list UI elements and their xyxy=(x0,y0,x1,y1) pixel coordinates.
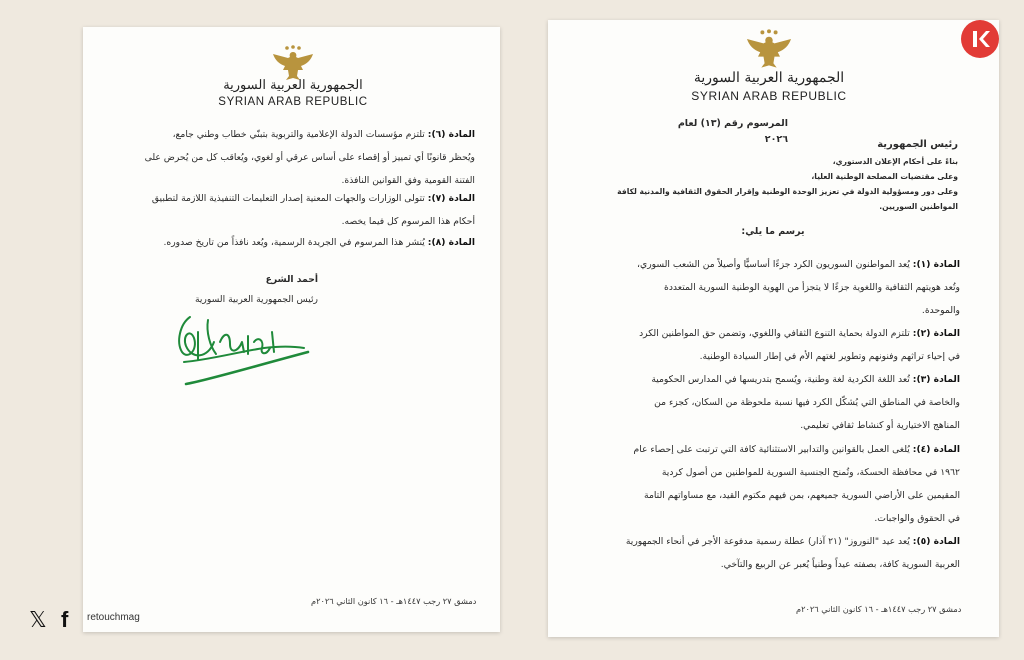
article-6 xyxy=(105,123,475,192)
decree-title: المرسوم رقم (١٣) لعام ٢٠٢٦ xyxy=(677,118,788,145)
article-label: المادة (٥): xyxy=(912,536,960,547)
article-text: في الحقوق والواجبات. xyxy=(874,513,960,524)
decree-page-1 xyxy=(548,20,999,637)
article-text: تلتزم الدولة بحماية التنوع الثقافي واللغوي، وتضمن حق المواطنين الكرد xyxy=(639,328,910,339)
decree-page-2 xyxy=(83,27,500,632)
article-label: المادة (٢): xyxy=(912,328,960,339)
article-text: تُعد اللغة الكردية لغة وطنية، ويُسمح بتدريسها في المدارس الحكومية xyxy=(651,374,910,385)
republic-name-english: SYRIAN ARAB REPUBLIC xyxy=(218,96,368,108)
article-8 xyxy=(105,231,475,254)
article-text: والموحدة. xyxy=(921,305,960,316)
article-text: الفتنة القومية وفق القوانين النافذة. xyxy=(341,175,475,186)
syrian-eagle-emblem-icon xyxy=(742,28,796,72)
signature-image xyxy=(168,302,318,397)
signatory-name: أحمد الشرع xyxy=(265,274,318,285)
article-3 xyxy=(560,368,960,437)
x-social-icon[interactable]: 𝕏 xyxy=(29,607,47,632)
issue-date: دمشق ٢٧ رجب ١٤٤٧هـ - ١٦ كانون الثاني ٢٠٢٦م xyxy=(796,604,962,614)
issue-date: دمشق ٢٧ رجب ١٤٤٧هـ - ١٦ كانون الثاني ٢٠٢٦م xyxy=(311,596,477,606)
president-heading: رئيس الجمهورية xyxy=(877,139,958,150)
article-4 xyxy=(560,438,960,530)
article-text: أحكام هذا المرسوم كل فيما يخصه. xyxy=(341,216,475,227)
article-text: يُعد المواطنون السوريون الكرد جزءًا أساسيًّا وأصيلاً من الشعب السوري، xyxy=(637,259,910,270)
article-label: المادة (٣): xyxy=(912,374,960,385)
article-label: المادة (٤): xyxy=(912,444,960,455)
article-text: تلتزم مؤسسات الدولة الإعلامية والتربوية بتبنّي خطاب وطني جامع، xyxy=(172,129,425,140)
article-text: يُعد عيد "النوروز" (٢١ آذار) عطلة رسمية مدفوعة الأجر في أنحاء الجمهورية xyxy=(625,536,910,547)
article-text: ١٩٦٢ في محافظة الحسكة، وتُمنح الجنسية السورية للمواطنين من أصول كردية xyxy=(661,467,960,478)
article-label: المادة (٨): xyxy=(427,237,475,248)
article-1 xyxy=(560,253,960,322)
republic-name-arabic: الجمهورية العربية السورية xyxy=(223,78,363,93)
article-text: في إحياء تراثهم وفنونهم وتطوير لغتهم الأم في إطار السيادة الوطنية. xyxy=(699,351,960,362)
article-label: المادة (٧): xyxy=(427,193,475,204)
article-7 xyxy=(105,187,475,233)
article-label: المادة (٦): xyxy=(427,129,475,140)
article-2 xyxy=(560,322,960,368)
preamble-line: بناءً على أحكام الإعلان الدستوري، xyxy=(832,157,958,166)
article-text: المناهج الاختيارية أو كنشاط ثقافي تعليمي. xyxy=(800,420,960,431)
republic-name-arabic: الجمهورية العربية السورية xyxy=(693,70,845,86)
article-5 xyxy=(560,530,960,576)
preamble-line: وعلى مقتضيات المصلحة الوطنية العليا، xyxy=(811,172,958,181)
retouchmag-logo xyxy=(961,20,999,58)
decrees-heading: يرسم ما يلي: xyxy=(741,226,805,237)
article-text: المقيمين على الأراضي السورية جميعهم، بمن فيهم مكتوم القيد، مع مساواتهم التامة xyxy=(644,490,960,501)
logo-mark-icon xyxy=(968,27,992,51)
republic-name-english: SYRIAN ARAB REPUBLIC xyxy=(691,89,847,103)
facebook-icon[interactable]: f xyxy=(61,607,69,632)
article-text: ويُحظر قانونًا أي تمييز أو إقصاء على أساس عرقي أو لغوي، ويُعاقب كل من يُحرض على xyxy=(144,152,475,163)
article-text: يُنشر هذا المرسوم في الجريدة الرسمية، ويُعد نافذاً من تاريخ صدوره. xyxy=(163,237,425,248)
preamble-line: وعلى دور ومسؤولية الدولة في تعزيز الوحدة الوطنية وإقرار الحقوق الثقافية والمدنية لكافة xyxy=(617,187,958,196)
article-text: والخاصة في المناطق التي يُشكّل الكرد فيها نسبة ملحوظة من السكان، كجزء من xyxy=(654,397,960,408)
article-label: المادة (١): xyxy=(912,259,960,270)
article-text: تتولى الوزارات والجهات المعنية إصدار التعليمات التنفيذية اللازمة لتطبيق xyxy=(151,193,425,204)
signatory-title: رئيس الجمهورية العربية السورية xyxy=(194,294,318,305)
preamble-line: المواطنين السوريين. xyxy=(879,202,958,211)
article-text: العربية السورية كافة، بصفته عيداً وطنياً يُعبر عن الربيع والتآخي. xyxy=(720,559,960,570)
preamble xyxy=(608,154,958,214)
brand-handle: retouchmag xyxy=(87,612,140,623)
article-text: يُلغى العمل بالقوانين والتدابير الاستثنائية كافة التي ترتبت على إحصاء عام xyxy=(633,444,910,455)
article-text: وتُعد هويتهم الثقافية واللغوية جزءًا لا يتجزأ من الهوية الوطنية السورية المتعددة xyxy=(664,282,960,293)
